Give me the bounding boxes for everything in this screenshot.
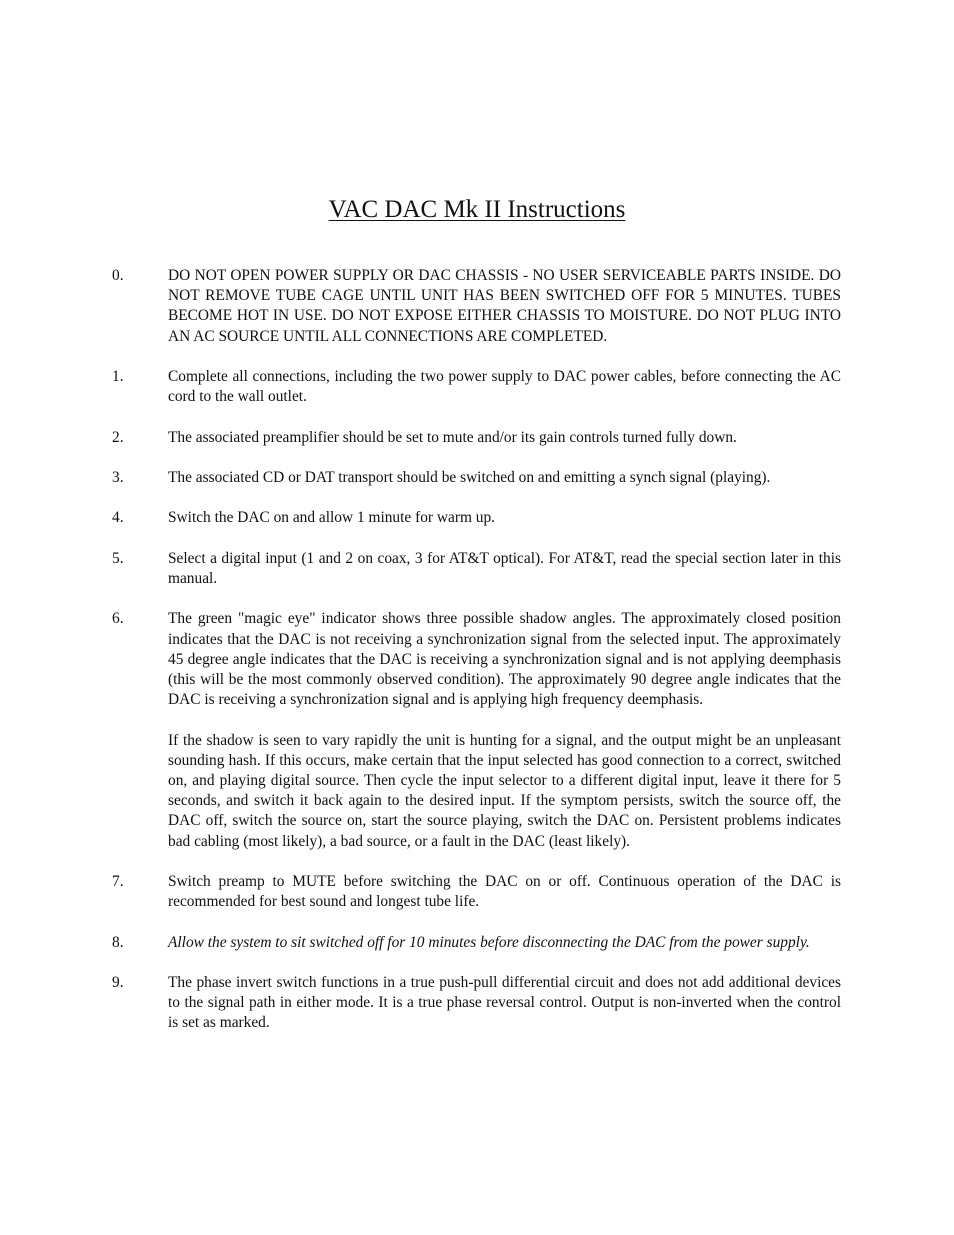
item-number: 5. (112, 549, 124, 567)
item-text: Complete all connections, including the two power supply to DAC power cables, before connecting the AC cord to the wall outlet. (168, 368, 841, 406)
instruction-item-2 (112, 428, 842, 448)
item-text-continued: If the shadow is seen to vary rapidly the unit is hunting for a signal, and the output might be an unpleasant sounding hash. If this occurs, make certain that the input selected has good connection to a correct, switched on, and playing digital source. Then cycle the input selector to a different digital input, leave it there for 5 seconds, and switch it back again to the desired input. If the symptom persists, switch the source off, the DAC off, switch the source on, start the source playing, switch the DAC on. Persistent problems indicates bad cabling (most likely), a bad source, or a fault in the DAC (least likely). (168, 731, 841, 850)
item-number: 3. (112, 468, 124, 486)
instruction-item-5 (112, 549, 842, 589)
item-number: 6. (112, 610, 124, 628)
item-number: 1. (112, 368, 124, 385)
item-text: Switch the DAC on and allow 1 minute for warm up. (168, 509, 495, 527)
item-text: The green "magic eye" indicator shows three possible shadow angles. The approximately closed position indicates that the DAC is not receiving a synchronization signal from the selected input. The approximately 45 degree angle indicates that the DAC is receiving a synchronization signal and is not applying deemphasis (this will be the most commonly observed condition). The approximately 90 degree angle indicates that the DAC is receiving a synchronization signal and is applying high frequency deemphasis. (168, 610, 841, 709)
instruction-item-8 (112, 933, 842, 953)
instruction-item-3 (112, 468, 842, 488)
instruction-list (112, 266, 842, 1034)
item-text: Select a digital input (1 and 2 on coax, 3 for AT&T optical). For AT&T, read the special section later in this manual. (168, 549, 841, 587)
item-text-italic: Allow the system to sit switched off for 10 minutes before disconnecting the DAC from the power supply. (168, 933, 810, 951)
document-title: VAC DAC Mk II Instructions (328, 196, 626, 223)
instruction-item-7 (112, 872, 842, 912)
instruction-item-4 (112, 508, 842, 528)
item-text: The phase invert switch functions in a true push-pull differential circuit and does not add additional devices to the signal path in either mode. It is a true phase reversal control. Output is non-inverted when the control is set as marked. (168, 973, 841, 1032)
item-number: 9. (112, 973, 124, 991)
instruction-item-0 (112, 266, 842, 347)
item-text: Switch preamp to MUTE before switching the DAC on or off. Continuous operation of the DAC is recommended for best sound and longest tube life. (168, 872, 841, 911)
item-number: 7. (112, 872, 124, 890)
item-number: 0. (112, 267, 124, 284)
item-text: DO NOT OPEN POWER SUPPLY OR DAC CHASSIS - NO USER SERVICEABLE PARTS INSIDE. DO NOT REMOVE TUBE CAGE UNTIL UNIT HAS BEEN SWITCHED OFF FOR 5 MINUTES. TUBES BECOME HOT IN USE. DO NOT EXPOSE EITHER CHASSIS TO MOISTURE. DO NOT PLUG INTO AN AC SOURCE UNTIL ALL CONNECTIONS ARE COMPLETED. (168, 267, 841, 345)
item-number: 2. (112, 428, 124, 446)
item-number: 8. (112, 933, 124, 951)
item-text: The associated preamplifier should be set to mute and/or its gain controls turned fully down. (168, 428, 737, 446)
item-text: The associated CD or DAT transport should be switched on and emitting a synch signal (playing). (168, 468, 771, 486)
instruction-item-6 (112, 609, 842, 851)
instruction-item-9 (112, 973, 842, 1034)
item-number: 4. (112, 509, 124, 527)
instruction-item-1 (112, 367, 842, 407)
